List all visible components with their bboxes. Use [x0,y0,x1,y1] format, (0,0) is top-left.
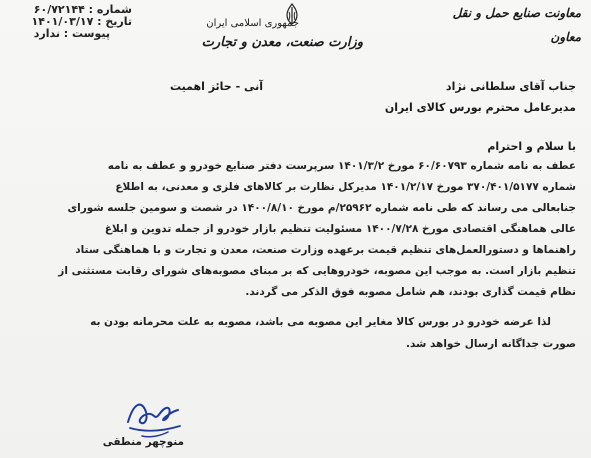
body-line: جنابعالی می رساند که طی نامه شماره ۲۵۹۶۲/م مورخ ۱۴۰۰/۸/۱۰ در شصت و سومین جلسه شورای [67,202,576,214]
sender-title: معاون [550,30,581,44]
body-line: راهنماها و دستورالعمل‌های تنظیم قیمت برعهده وزارت صنعت، معدن و تجارت و با هماهنگی ستاد [75,244,576,256]
letter-date: تاریخ : ۱۴۰۱/۰۳/۱۷ [31,15,132,28]
body-line: عطف به نامه شماره ۶۰/۶۰۷۹۳ مورخ ۱۴۰۱/۳/۲ سرپرست دفتر صنایع خودرو و عطف به نامه [107,160,576,172]
republic-line: جمهوری اسلامی ایران [206,18,299,29]
ministry-line: وزارت صنعت، معدن و تجارت [201,35,363,50]
letter-attachment: پیوست : ندارد [33,27,110,40]
body-line: نظام قیمت گذاری بودند، هم شامل مصوبه فوق الذکر می گردند. [245,286,576,298]
priority-label: آنی - حائز اهمیت [169,80,263,93]
sender-department: معاونت صنایع حمل و نقل [452,6,581,20]
body-line: عالی هماهنگی اقتصادی مورخ ۱۴۰۰/۷/۲۸ مسئولیت تنظیم بازار خودرو از جمله تدوین و ابلاغ [104,223,576,235]
body-line: شماره ۳۷۰/۴۰۱/۵۱۷۷ مورخ ۱۴۰۱/۲/۱۷ مدیرکل نظارت بر کالاهای فلزی و معدنی، به اطلاع [115,181,576,193]
letter-number: شماره : ۶۰/۷۲۱۴۴ [33,3,132,16]
addressee-name: جناب آقای سلطانی نژاد [445,80,576,93]
body-line: صورت جداگانه ارسال خواهد شد. [405,338,576,350]
handwritten-signature [120,392,190,442]
body-line: لذا عرضه خودرو در بورس کالا مغایر این مصوبه می باشد، مصوبه به علت محرمانه بودن به [90,316,551,328]
signer-name: منوچهر منطقی [102,436,184,448]
body-line: تنظیم بازار است. به موجب این مصوبه، خودروهایی که بر مبنای مصوبه‌های شورای رقابت مستثنی از [58,265,576,277]
addressee-title: مدیرعامل محترم بورس کالای ایران [384,101,576,114]
salutation: با سلام و احترام [487,140,576,153]
